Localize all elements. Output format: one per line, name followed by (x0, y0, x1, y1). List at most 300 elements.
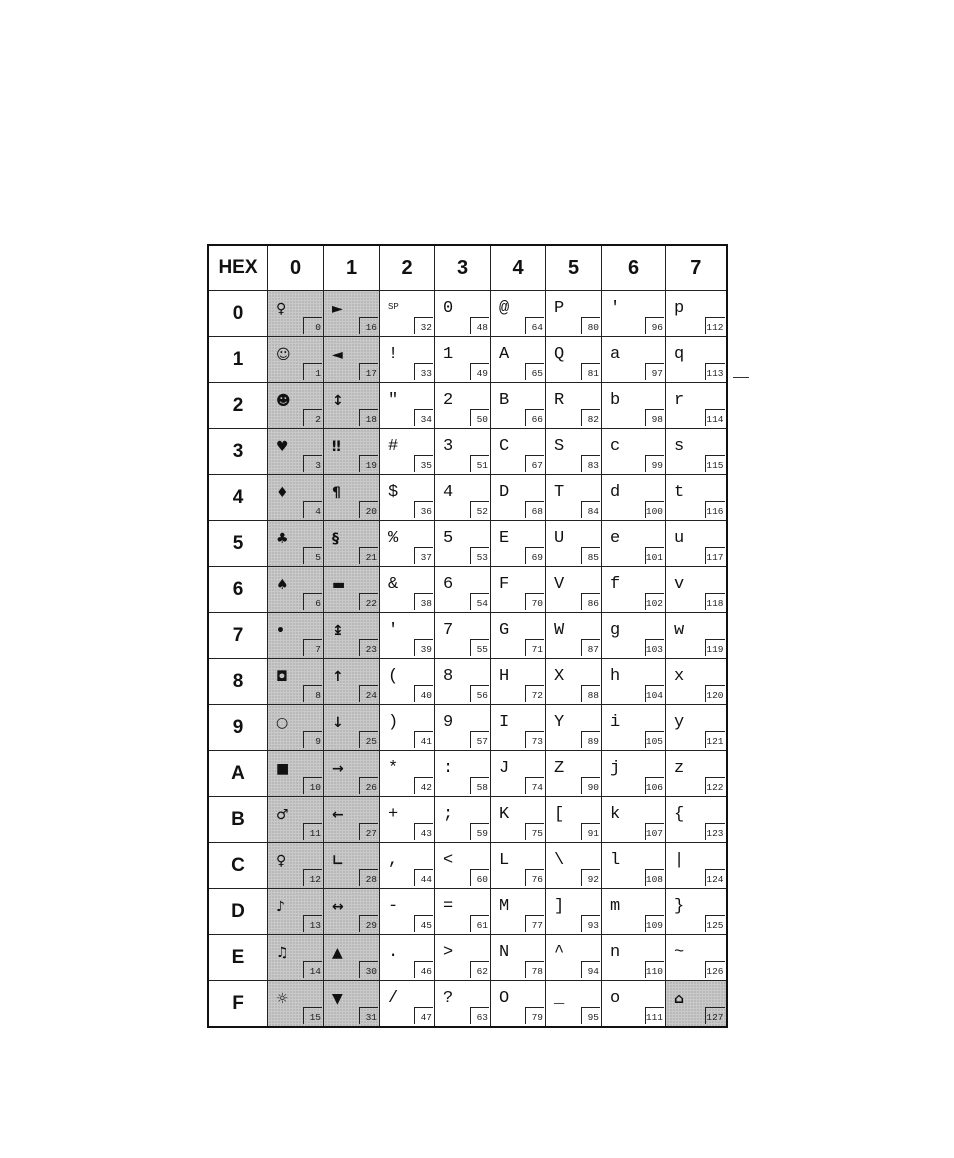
decimal-code-box: 5 (303, 547, 322, 564)
character-code-table (207, 244, 728, 1028)
decimal-code-box: 111 (645, 1007, 664, 1024)
char-cell (324, 337, 380, 383)
row-header-2: 2 (208, 383, 268, 429)
decimal-code-box: 2 (303, 409, 322, 426)
char-glyph: ) (388, 713, 399, 732)
row-header-F: F (208, 981, 268, 1028)
column-header-0: 0 (268, 245, 324, 291)
char-glyph: E (499, 529, 510, 548)
char-glyph: $ (388, 483, 399, 502)
char-glyph: 4 (443, 483, 454, 502)
char-glyph: a (610, 345, 621, 364)
decimal-code-box: 119 (705, 639, 724, 656)
char-glyph: ♀ (276, 301, 287, 317)
char-glyph: W (554, 621, 565, 640)
char-cell (380, 337, 435, 383)
decimal-code-box: 114 (705, 409, 724, 426)
char-glyph: K (499, 805, 510, 824)
decimal-code-box: 74 (525, 777, 544, 794)
decimal-code-box: 93 (581, 915, 600, 932)
char-glyph: ■ (276, 761, 290, 777)
char-glyph: V (554, 575, 565, 594)
char-cell (268, 981, 324, 1028)
char-glyph: q (674, 345, 685, 364)
decimal-code-box: 37 (414, 547, 433, 564)
decimal-code-box: 14 (303, 961, 322, 978)
column-header-1: 1 (324, 245, 380, 291)
row-header-C: C (208, 843, 268, 889)
column-header-2: 2 (380, 245, 435, 291)
char-glyph: n (610, 943, 621, 962)
decimal-code-box: 97 (645, 363, 664, 380)
char-cell (602, 521, 666, 567)
char-cell (491, 291, 546, 337)
decimal-code-box: 10 (303, 777, 322, 794)
row-header-3: 3 (208, 429, 268, 475)
margin-mark (733, 377, 749, 378)
char-glyph: A (499, 345, 510, 364)
char-cell (602, 613, 666, 659)
char-cell (602, 935, 666, 981)
char-glyph: M (499, 897, 510, 916)
table-row (208, 659, 727, 705)
char-glyph: g (610, 621, 621, 640)
char-cell (324, 843, 380, 889)
decimal-code-box: 17 (359, 363, 378, 380)
decimal-code-box: 50 (470, 409, 489, 426)
char-cell (491, 429, 546, 475)
decimal-code-box: 28 (359, 869, 378, 886)
decimal-code-box: 52 (470, 501, 489, 518)
table-row (208, 475, 727, 521)
char-cell (666, 383, 727, 429)
column-header-3: 3 (435, 245, 491, 291)
char-glyph: [ (554, 805, 565, 824)
char-cell (491, 705, 546, 751)
char-cell (491, 843, 546, 889)
char-glyph: ∟ (332, 853, 344, 869)
decimal-code-box: 46 (414, 961, 433, 978)
decimal-code-box: 80 (581, 317, 600, 334)
char-glyph: ☼ (276, 991, 289, 1007)
decimal-code-box: 58 (470, 777, 489, 794)
table-row (208, 291, 727, 337)
char-glyph: • (276, 623, 285, 639)
char-glyph: v (674, 575, 685, 594)
decimal-code-box: 110 (645, 961, 664, 978)
decimal-code-box: 90 (581, 777, 600, 794)
char-glyph: b (610, 391, 621, 410)
char-glyph: 3 (443, 437, 454, 456)
decimal-code-box: 4 (303, 501, 322, 518)
decimal-code-box: 115 (705, 455, 724, 472)
row-header-6: 6 (208, 567, 268, 613)
decimal-code-box: 33 (414, 363, 433, 380)
char-cell (602, 383, 666, 429)
decimal-code-box: 18 (359, 409, 378, 426)
char-cell (602, 889, 666, 935)
decimal-code-box: 63 (470, 1007, 489, 1024)
char-glyph: m (610, 897, 621, 916)
char-glyph: ↔ (332, 899, 344, 915)
char-glyph: , (388, 851, 399, 870)
char-cell (268, 797, 324, 843)
char-glyph: f (610, 575, 621, 594)
char-cell (268, 889, 324, 935)
char-cell (435, 935, 491, 981)
decimal-code-box: 19 (359, 455, 378, 472)
char-glyph: ◘ (276, 669, 288, 685)
char-cell (546, 705, 602, 751)
char-cell (268, 935, 324, 981)
char-glyph: ☻ (276, 393, 291, 409)
decimal-code-box: 84 (581, 501, 600, 518)
char-cell (324, 935, 380, 981)
decimal-code-box: 124 (705, 869, 724, 886)
char-cell (435, 797, 491, 843)
decimal-code-box: 24 (359, 685, 378, 702)
char-cell (380, 889, 435, 935)
decimal-code-box: 64 (525, 317, 544, 334)
row-header-8: 8 (208, 659, 268, 705)
char-glyph: 5 (443, 529, 454, 548)
char-glyph: ♣ (276, 531, 289, 547)
char-cell (602, 567, 666, 613)
char-cell (435, 429, 491, 475)
char-glyph: → (332, 761, 344, 777)
char-cell (666, 659, 727, 705)
decimal-code-box: 112 (705, 317, 724, 334)
column-header-row (208, 245, 727, 291)
char-cell (491, 613, 546, 659)
row-header-D: D (208, 889, 268, 935)
decimal-code-box: 118 (705, 593, 724, 610)
char-cell (666, 981, 727, 1028)
table-row (208, 337, 727, 383)
decimal-code-box: 25 (359, 731, 378, 748)
char-glyph: ^ (554, 943, 565, 962)
char-cell (546, 751, 602, 797)
char-glyph: X (554, 667, 565, 686)
char-cell (546, 521, 602, 567)
char-cell (491, 383, 546, 429)
decimal-code-box: 9 (303, 731, 322, 748)
decimal-code-box: 106 (645, 777, 664, 794)
decimal-code-box: 43 (414, 823, 433, 840)
decimal-code-box: 54 (470, 593, 489, 610)
row-header-5: 5 (208, 521, 268, 567)
char-glyph: ▲ (332, 945, 343, 961)
char-glyph: ⌂ (674, 991, 685, 1007)
char-glyph: _ (554, 989, 565, 1008)
decimal-code-box: 109 (645, 915, 664, 932)
char-cell (546, 567, 602, 613)
char-glyph: T (554, 483, 565, 502)
char-glyph: = (443, 897, 454, 916)
char-glyph: o (610, 989, 621, 1008)
decimal-code-box: 31 (359, 1007, 378, 1024)
char-glyph: : (443, 759, 454, 778)
decimal-code-box: 91 (581, 823, 600, 840)
decimal-code-box: 102 (645, 593, 664, 610)
char-cell (666, 705, 727, 751)
char-glyph: ▬ (332, 577, 346, 593)
char-glyph: ♥ (276, 439, 289, 455)
char-glyph: 0 (443, 299, 454, 318)
decimal-code-box: 108 (645, 869, 664, 886)
decimal-code-box: 55 (470, 639, 489, 656)
row-header-4: 4 (208, 475, 268, 521)
table-row (208, 613, 727, 659)
decimal-code-box: 62 (470, 961, 489, 978)
table-row (208, 521, 727, 567)
decimal-code-box: 45 (414, 915, 433, 932)
char-glyph: SP (388, 302, 399, 311)
decimal-code-box: 16 (359, 317, 378, 334)
char-cell (546, 429, 602, 475)
char-glyph: ↑ (332, 669, 344, 685)
char-cell (666, 429, 727, 475)
decimal-code-box: 36 (414, 501, 433, 518)
char-cell (602, 475, 666, 521)
decimal-code-box: 81 (581, 363, 600, 380)
decimal-code-box: 1 (303, 363, 322, 380)
decimal-code-box: 123 (705, 823, 724, 840)
decimal-code-box: 126 (705, 961, 724, 978)
char-cell (435, 475, 491, 521)
char-glyph: { (674, 805, 685, 824)
decimal-code-box: 105 (645, 731, 664, 748)
char-cell (324, 705, 380, 751)
char-cell (380, 843, 435, 889)
decimal-code-box: 35 (414, 455, 433, 472)
char-cell (435, 705, 491, 751)
char-cell (324, 291, 380, 337)
char-cell (380, 797, 435, 843)
decimal-code-box: 89 (581, 731, 600, 748)
decimal-code-box: 11 (303, 823, 322, 840)
decimal-code-box: 22 (359, 593, 378, 610)
decimal-code-box: 117 (705, 547, 724, 564)
char-cell (435, 889, 491, 935)
char-glyph: r (674, 391, 685, 410)
char-glyph: R (554, 391, 565, 410)
char-cell (380, 291, 435, 337)
char-glyph: ♦ (276, 485, 289, 501)
decimal-code-box: 12 (303, 869, 322, 886)
char-cell (602, 429, 666, 475)
char-glyph: ♀ (276, 853, 287, 869)
char-glyph: u (674, 529, 685, 548)
char-cell (546, 659, 602, 705)
char-cell (435, 843, 491, 889)
char-glyph: \ (554, 851, 565, 870)
char-glyph: F (499, 575, 510, 594)
char-glyph: P (554, 299, 565, 318)
char-glyph: I (499, 713, 510, 732)
char-cell (546, 383, 602, 429)
table-row (208, 889, 727, 935)
char-cell (268, 383, 324, 429)
table-row (208, 981, 727, 1028)
char-glyph: ↕ (332, 393, 344, 409)
char-glyph: 9 (443, 713, 454, 732)
decimal-code-box: 77 (525, 915, 544, 932)
char-glyph: < (443, 851, 454, 870)
decimal-code-box: 61 (470, 915, 489, 932)
decimal-code-box: 0 (303, 317, 322, 334)
char-glyph: ; (443, 805, 454, 824)
char-glyph: + (388, 805, 399, 824)
decimal-code-box: 125 (705, 915, 724, 932)
decimal-code-box: 57 (470, 731, 489, 748)
char-glyph: . (388, 943, 399, 962)
char-cell (602, 659, 666, 705)
char-cell (324, 751, 380, 797)
char-cell (602, 843, 666, 889)
row-header-7: 7 (208, 613, 268, 659)
char-glyph: y (674, 713, 685, 732)
char-cell (435, 291, 491, 337)
table-row (208, 429, 727, 475)
decimal-code-box: 8 (303, 685, 322, 702)
decimal-code-box: 41 (414, 731, 433, 748)
char-glyph: N (499, 943, 510, 962)
decimal-code-box: 29 (359, 915, 378, 932)
decimal-code-box: 38 (414, 593, 433, 610)
decimal-code-box: 76 (525, 869, 544, 886)
char-glyph: i (610, 713, 621, 732)
char-cell (491, 337, 546, 383)
char-glyph: D (499, 483, 510, 502)
char-glyph: ← (332, 807, 344, 823)
table-body (208, 291, 727, 1028)
char-cell (602, 797, 666, 843)
decimal-code-box: 56 (470, 685, 489, 702)
char-glyph: Q (554, 345, 565, 364)
char-cell (268, 659, 324, 705)
char-cell (666, 613, 727, 659)
char-glyph: S (554, 437, 565, 456)
char-cell (491, 797, 546, 843)
char-cell (380, 429, 435, 475)
decimal-code-box: 120 (705, 685, 724, 702)
char-glyph: G (499, 621, 510, 640)
decimal-code-box: 100 (645, 501, 664, 518)
decimal-code-box: 44 (414, 869, 433, 886)
char-cell (324, 613, 380, 659)
char-cell (491, 475, 546, 521)
char-glyph: % (388, 529, 399, 548)
char-glyph: t (674, 483, 685, 502)
decimal-code-box: 69 (525, 547, 544, 564)
char-glyph: 2 (443, 391, 454, 410)
char-glyph: ▼ (332, 991, 343, 1007)
char-glyph: ( (388, 667, 399, 686)
table-row (208, 567, 727, 613)
decimal-code-box: 6 (303, 593, 322, 610)
char-glyph: | (674, 851, 685, 870)
char-cell (666, 291, 727, 337)
char-glyph: w (674, 621, 685, 640)
char-cell (435, 567, 491, 613)
decimal-code-box: 65 (525, 363, 544, 380)
char-glyph: C (499, 437, 510, 456)
char-glyph: ? (443, 989, 454, 1008)
char-cell (602, 705, 666, 751)
char-cell (666, 935, 727, 981)
char-cell (268, 521, 324, 567)
decimal-code-box: 95 (581, 1007, 600, 1024)
char-cell (268, 705, 324, 751)
char-cell (491, 981, 546, 1028)
char-cell (324, 475, 380, 521)
char-glyph: d (610, 483, 621, 502)
row-header-E: E (208, 935, 268, 981)
decimal-code-box: 32 (414, 317, 433, 334)
char-glyph: ~ (674, 943, 685, 962)
table-row (208, 705, 727, 751)
char-cell (491, 659, 546, 705)
hex-corner-label: HEX (208, 245, 268, 291)
char-cell (380, 567, 435, 613)
char-glyph: ► (332, 301, 343, 317)
char-cell (435, 613, 491, 659)
char-cell (435, 337, 491, 383)
decimal-code-box: 34 (414, 409, 433, 426)
decimal-code-box: 26 (359, 777, 378, 794)
decimal-code-box: 13 (303, 915, 322, 932)
char-glyph: ] (554, 897, 565, 916)
decimal-code-box: 98 (645, 409, 664, 426)
char-cell (380, 475, 435, 521)
row-header-A: A (208, 751, 268, 797)
char-cell (380, 981, 435, 1028)
char-glyph: ◄ (332, 347, 343, 363)
decimal-code-box: 116 (705, 501, 724, 518)
char-cell (602, 751, 666, 797)
row-header-0: 0 (208, 291, 268, 337)
char-cell (435, 521, 491, 567)
decimal-code-box: 60 (470, 869, 489, 886)
char-glyph: " (388, 391, 399, 410)
char-cell (268, 751, 324, 797)
char-glyph: O (499, 989, 510, 1008)
char-cell (666, 889, 727, 935)
char-cell (380, 705, 435, 751)
decimal-code-box: 72 (525, 685, 544, 702)
char-cell (666, 521, 727, 567)
char-glyph: ♠ (276, 577, 289, 593)
table-row (208, 751, 727, 797)
char-glyph: z (674, 759, 685, 778)
decimal-code-box: 82 (581, 409, 600, 426)
decimal-code-box: 68 (525, 501, 544, 518)
decimal-code-box: 127 (705, 1007, 724, 1024)
char-cell (324, 889, 380, 935)
char-glyph: ‼ (332, 439, 341, 455)
char-cell (546, 843, 602, 889)
decimal-code-box: 94 (581, 961, 600, 978)
decimal-code-box: 101 (645, 547, 664, 564)
char-glyph: > (443, 943, 454, 962)
decimal-code-box: 39 (414, 639, 433, 656)
char-cell (380, 383, 435, 429)
decimal-code-box: 99 (645, 455, 664, 472)
char-glyph: 7 (443, 621, 454, 640)
char-cell (666, 751, 727, 797)
decimal-code-box: 23 (359, 639, 378, 656)
